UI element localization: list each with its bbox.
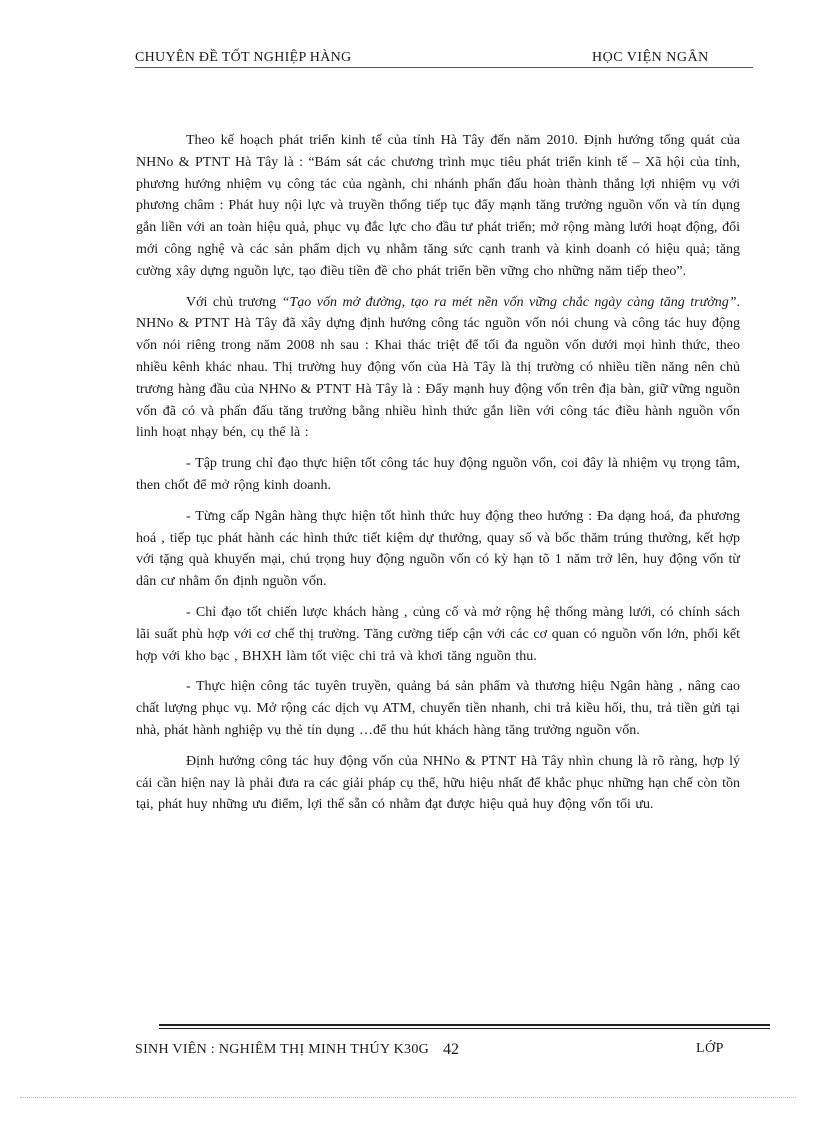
- paragraph-2-lead: Với chủ trương: [186, 294, 282, 310]
- footer-rule-thick: [159, 1024, 770, 1026]
- paragraph-2-rest: . NHNo & PTNT Hà Tây đã xây dựng định hướng công tác nguồn vốn nói chung và công tác huy động vốn nói riêng trong năm 2008 nh sau : Khai thác triệt để tối đa nguồn vốn dưới mọi hình thức, theo nhiều kênh khác nhau. Thị trường huy động vốn của Hà Tây là thị trường có nhiều tiền năng nên chủ trương hàng đầu của NHNo & PTNT Hà Tây là : Đẩy mạnh huy động vốn trên địa bàn, giữ vững nguồn vốn đã có và phấn đấu tăng trưởng bằng nhiều hình thức gắn liền với công tác điều hành nguồn vốn linh hoạt nhạy bén, cụ thể là :: [136, 294, 740, 441]
- header-left-text: CHUYÊN ĐỀ TỐT NGHIỆP HÀNG: [135, 50, 352, 65]
- header-rule: [135, 67, 753, 68]
- paragraph-2-quote: “Tạo vốn mở đường, tạo ra mét nền vốn vững chắc ngày càng tăng trưởng”: [281, 294, 737, 310]
- paragraph-2: [136, 292, 740, 445]
- footer-rule-thin: [159, 1028, 770, 1029]
- footer-student-name: SINH VIÊN : NGHIÊM THỊ MINH THÚY K30G: [135, 1042, 430, 1057]
- bullet-paragraph-4: - Thực hiện công tác tuyên truyền, quảng bá sản phẩm và thương hiệu Ngân hàng , nâng cao chất lượng phục vụ. Mở rộng các dịch vụ ATM, chuyển tiền nhanh, chi trả kiều hối, thu, trả tiền gửi tại nhà, phát hành nghiệp vụ thẻ tín dụng …để thu hút khách hàng tăng trưởng nguồn vốn.: [136, 679, 740, 738]
- closing-paragraph: Định hướng công tác huy động vốn của NHNo & PTNT Hà Tây nhìn chung là rõ ràng, hợp lý cái cần hiện nay là phải đưa ra các giải pháp cụ thể, hữu hiệu nhất để khắc phục những hạn chế còn tồn tại, phát huy những ưu điểm, lợi thế sẵn có nhằm đạt được hiệu quả huy động vốn tối ưu.: [136, 753, 740, 813]
- page-number: 42: [443, 1041, 459, 1058]
- page-edge-divider: [20, 1097, 796, 1098]
- bullet-paragraph-1: - Tập trung chỉ đạo thực hiện tốt công tác huy động nguồn vốn, coi đây là nhiệm vụ trọng tâm, then chốt để mở rộng kinh doanh.: [136, 456, 740, 493]
- document-body: [136, 130, 740, 825]
- bullet-paragraph-3: - Chỉ đạo tốt chiến lược khách hàng , củng cố và mở rộng hệ thống màng lưới, có chính sách lãi suất phù hợp với cơ chế thị trường. Tăng cường tiếp cận với các cơ quan có nguồn vốn lớn, phối kết hợp với kho bạc , BHXH làm tốt việc chi trả và khơi tăng nguồn thu.: [136, 604, 740, 664]
- footer-class-label: LỚP: [696, 1041, 724, 1056]
- paragraph-1: Theo kế hoạch phát triển kinh tế của tỉnh Hà Tây đến năm 2010. Định hướng tổng quát của NHNo & PTNT Hà Tây là : “Bám sát các chương trình mục tiêu phát triển kinh tế – Xã hội của tỉnh, phương hướng nhiệm vụ công tác của ngành, chi nhánh phấn đấu hoàn thành thắng lợi nhiệm vụ với phương châm : Phát huy nội lực và truyền thống tiếp tục đẩy mạnh tăng trưởng nguồn vốn và tín dụng gắn liền với an toàn hiệu quả, phục vụ đắc lực cho đầu tư phát triển; mở rộng màng lưới hoạt động, đổi mới công nghệ và các sản phẩm dịch vụ nhằm tăng sức cạnh tranh và kinh doanh có hiệu quả; tăng cường xây dựng nguồn lực, tạo điều tiền đề cho phát triển bền vững cho những năm tiếp theo”.: [136, 133, 740, 279]
- bullet-paragraph-2: - Từng cấp Ngân hàng thực hiện tốt hình thức huy động theo hướng : Đa dạng hoá, đa phương hoá , tiếp tục phát hành các hình thức tiết kiệm dự thưởng, quay số và bốc thăm trúng thưởng, kết hợp với tặng quà khuyến mại, chú trọng huy động nguồn vốn có kỳ hạn tõ 1 năm trở lên, huy động vốn từ dân cư nhằm ổn định nguồn vốn.: [136, 508, 740, 590]
- header-right-text: HỌC VIỆN NGÂN: [592, 50, 709, 65]
